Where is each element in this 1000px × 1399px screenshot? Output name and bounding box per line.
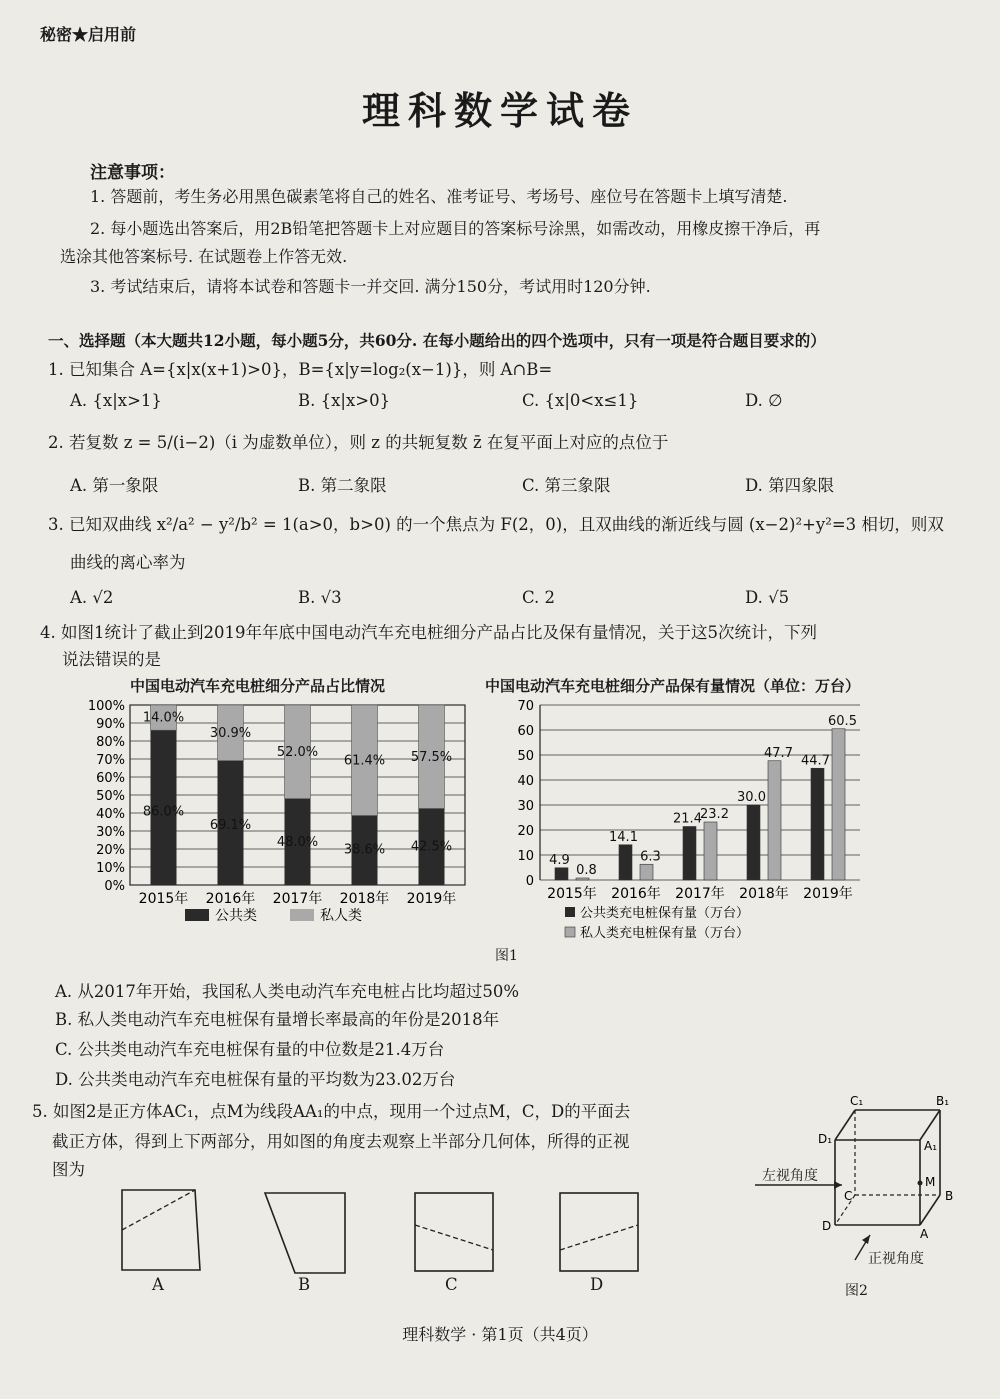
chart2-bar-private: [832, 729, 845, 880]
q1-option-d: D. ∅: [745, 391, 783, 410]
chart1-xtick: 2018年: [339, 891, 390, 907]
chart1-xtick: 2017年: [272, 891, 323, 907]
q2-option-a: A. 第一象限: [70, 476, 159, 495]
cube-label-b1: B₁: [936, 1094, 950, 1108]
chart2-label-private: 60.5: [828, 713, 857, 729]
chart2-ytick: 10: [517, 849, 534, 864]
chart1-xtick: 2015年: [138, 891, 189, 907]
q2-option-c: C. 第三象限: [522, 476, 611, 495]
page-footer: 理科数学 · 第1页（共4页）: [402, 1325, 598, 1344]
question-5-stem-cont: 截正方体，得到上下两部分，用如图的角度去观察上半部分几何体，所得的正视: [52, 1132, 630, 1151]
q2-option-b: B. 第二象限: [298, 476, 387, 495]
q3-option-c: C. 2: [522, 588, 556, 607]
chart1-label-public: 69.1%: [209, 818, 252, 834]
q1-option-c: C. {x|0<x≤1}: [522, 391, 639, 410]
chart2-label-private: 47.7: [764, 745, 793, 761]
question-4-stem-cont: 说法错误的是: [62, 650, 161, 669]
chart1-ytick: 80%: [96, 735, 125, 750]
figure-2-cube: [750, 1090, 980, 1305]
chart2-ytick: 20: [517, 824, 534, 839]
q4-option-d: D. 公共类电动汽车充电桩保有量的平均数为23.02万台: [55, 1070, 456, 1089]
chart1-ytick: 100%: [87, 699, 125, 714]
figure-2-caption: 图2: [845, 1283, 868, 1299]
chart2-svg: [500, 695, 870, 945]
chart1-ytick: 0%: [104, 879, 125, 894]
chart2-ytick: 50: [517, 749, 534, 764]
chart2-xtick: 2019年: [803, 886, 853, 902]
left-view-label: 左视角度: [762, 1168, 818, 1184]
cube-label-d: D: [822, 1219, 832, 1233]
chart1-ytick: 10%: [96, 861, 125, 876]
chart1-label-private: 14.0%: [142, 710, 185, 726]
chart2-xtick: 2017年: [675, 886, 725, 902]
chart2-bar-public: [747, 805, 760, 880]
chart2-legend-private: 私人类充电桩保有量（万台）: [580, 926, 750, 941]
chart2-label-public: 21.4: [673, 811, 702, 827]
page-title: 理科数学试卷: [361, 88, 638, 133]
notice-item-1: 1. 答题前，考生务必用黑色碳素笔将自己的姓名、准考证号、考场号、座位号在答题卡上填写清楚.: [90, 187, 788, 206]
question-1-stem: 1. 已知集合 A={x|x(x+1)>0}，B={x|y=log₂(x−1)}，则 A∩B=: [48, 360, 553, 379]
cube-label-c1: C₁: [850, 1094, 864, 1108]
chart1-legend-swatch-public: [185, 909, 209, 921]
chart1-label-public: 38.6%: [343, 842, 386, 858]
chart2-bar-public: [811, 768, 824, 880]
chart1-xtick: 2019年: [406, 891, 457, 907]
q3-option-d: D. √5: [745, 588, 790, 607]
chart2-label-private: 0.8: [576, 863, 597, 878]
chart2-xtick: 2018年: [739, 886, 789, 902]
chart2-ytick: 70: [517, 699, 534, 714]
chart1-label-private: 30.9%: [209, 725, 252, 741]
chart2-legend-public: 公共类充电桩保有量（万台）: [580, 906, 750, 921]
q5-label-d: D: [590, 1275, 604, 1294]
chart1-label-private: 57.5%: [410, 749, 453, 765]
q4-option-a: A. 从2017年开始，我国私人类电动汽车充电桩占比均超过50%: [55, 982, 520, 1001]
chart2-label-public: 4.9: [549, 852, 570, 868]
option-a-shape: [122, 1190, 200, 1270]
cube-label-a: A: [920, 1227, 929, 1241]
option-d-dashed-line: [560, 1225, 638, 1250]
chart2-legend-swatch-private: [565, 927, 575, 937]
chart2-xtick: 2015年: [547, 886, 597, 902]
chart2-label-private: 6.3: [640, 849, 661, 865]
confidential-label: 秘密★启用前: [40, 25, 137, 44]
q5-option-figures: [110, 1185, 670, 1285]
chart2-bar-private: [768, 761, 781, 880]
chart2-title: 中国电动汽车充电桩细分产品保有量情况（单位：万台）: [485, 677, 861, 695]
notice-item-3: 3. 考试结束后，请将本试卷和答题卡一并交回. 满分150分，考试用时120分钟.: [90, 277, 651, 296]
chart1-svg: [80, 695, 480, 930]
q5-label-a: A: [152, 1275, 164, 1294]
chart1-xtick: 2016年: [205, 891, 256, 907]
q3-option-b: B. √3: [298, 588, 342, 607]
chart1-legend-private: 私人类: [320, 908, 362, 924]
q4-option-c: C. 公共类电动汽车充电桩保有量的中位数是21.4万台: [55, 1040, 445, 1059]
cube-label-a1: A₁: [924, 1139, 938, 1153]
chart1-label-public: 86.0%: [142, 804, 185, 820]
question-5-stem-cont2: 图为: [52, 1160, 85, 1179]
chart1-ytick: 70%: [96, 753, 125, 768]
cube-label-m: M: [925, 1175, 936, 1189]
section-heading: 一、选择题（本大题共12小题，每小题5分，共60分. 在每小题给出的四个选项中，只有一项是符合题目要求的）: [48, 331, 826, 350]
question-2-stem: 2. 若复数 z = 5/(i−2)（i 为虚数单位），则 z 的共轭复数 z̄ 在复平面上对应的点位于: [48, 433, 669, 452]
q1-option-a: A. {x|x>1}: [70, 391, 162, 410]
notice-heading: 注意事项：: [90, 163, 175, 183]
chart2-label-public: 30.0: [737, 790, 766, 805]
front-view-label: 正视角度: [868, 1251, 924, 1267]
chart2-ytick: 60: [517, 724, 534, 739]
chart2-xtick: 2016年: [611, 886, 661, 902]
chart2-legend-swatch-public: [565, 907, 575, 917]
q2-option-d: D. 第四象限: [745, 476, 835, 495]
chart1-ytick: 40%: [96, 807, 125, 822]
chart1-ytick: 90%: [96, 717, 125, 732]
chart1-ytick: 30%: [96, 825, 125, 840]
chart2-bar-private: [640, 864, 653, 880]
q3-option-a: A. √2: [70, 588, 114, 607]
option-c-shape: [415, 1193, 493, 1271]
cube-label-c: C: [844, 1189, 853, 1203]
figure-1-caption: 图1: [495, 948, 518, 964]
question-5-stem: 5. 如图2是正方体AC₁，点M为线段AA₁的中点，现用一个过点M，C，D的平面去: [32, 1102, 631, 1121]
cube-label-b: B: [945, 1189, 954, 1203]
cube-label-d1: D₁: [818, 1132, 833, 1146]
chart1-legend-swatch-private: [290, 909, 314, 921]
chart2-label-private: 23.2: [700, 807, 729, 822]
chart1-ytick: 50%: [96, 789, 125, 804]
notice-item-2-cont: 选涂其他答案标号. 在试题卷上作答无效.: [60, 247, 348, 266]
q5-label-c: C: [445, 1275, 458, 1294]
option-a-dashed-line: [122, 1190, 195, 1230]
chart1-label-public: 42.5%: [410, 839, 453, 855]
chart2-bar-private: [576, 878, 589, 880]
chart2-bar-public: [555, 868, 568, 880]
chart2-ytick: 30: [517, 799, 534, 814]
chart2-label-public: 14.1: [609, 829, 638, 845]
question-4-stem: 4. 如图1统计了截止到2019年年底中国电动汽车充电桩细分产品占比及保有量情况，关于这5次统计，下列: [40, 623, 817, 642]
chart2-bar-public: [683, 827, 696, 881]
q4-option-b: B. 私人类电动汽车充电桩保有量增长率最高的年份是2018年: [55, 1010, 500, 1029]
chart1-title: 中国电动汽车充电桩细分产品占比情况: [130, 677, 386, 695]
question-3-stem: 3. 已知双曲线 x²/a² − y²/b² = 1(a>0，b>0) 的一个焦点为 F(2，0)，且双曲线的渐近线与圆 (x−2)²+y²=3 相切，则双: [48, 515, 944, 534]
chart1-label-private: 61.4%: [343, 753, 386, 769]
option-d-shape: [560, 1193, 638, 1271]
chart2-label-public: 44.7: [801, 753, 830, 769]
notice-item-2: 2. 每小题选出答案后，用2B铅笔把答题卡上对应题目的答案标号涂黑，如需改动，用橡皮擦干净后，再: [90, 219, 821, 238]
q1-option-b: B. {x|x>0}: [298, 391, 391, 410]
chart2-bar-public: [619, 845, 632, 880]
option-b-shape: [265, 1193, 345, 1273]
chart1-ytick: 60%: [96, 771, 125, 786]
chart1-legend-public: 公共类: [215, 908, 257, 924]
q5-label-b: B: [298, 1275, 311, 1294]
chart1-label-private: 52.0%: [276, 744, 319, 760]
chart2-bar-private: [704, 822, 717, 880]
chart2-ytick: 0: [525, 874, 534, 889]
question-3-stem-cont: 曲线的离心率为: [70, 553, 186, 572]
chart1-ytick: 20%: [96, 843, 125, 858]
option-c-dashed-line: [415, 1225, 493, 1250]
chart1-label-public: 48.0%: [276, 835, 319, 851]
chart2-ytick: 40: [517, 774, 534, 789]
